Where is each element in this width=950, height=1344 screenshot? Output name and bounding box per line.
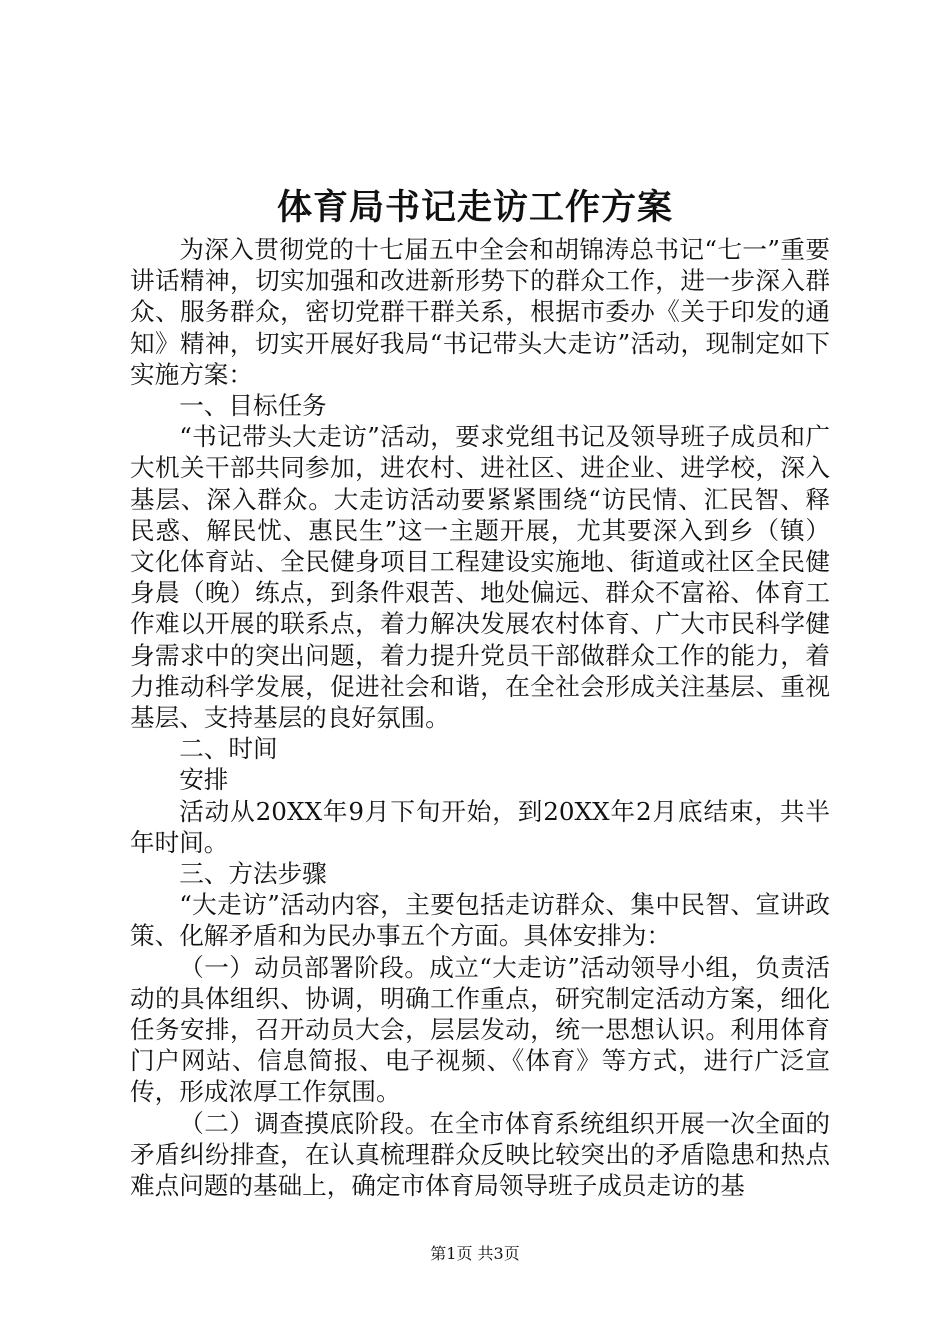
paragraph-goals: “书记带头大走访”活动，要求党组书记及领导班子成员和广大机关干部共同参加，进农村、进社区、进企业、进学校，深入基层、深入群众。大走访活动要紧紧围绕“访民情、汇民智、释民惑、解民忧、惠民生”这一主题开展，尤其要深入到乡（镇）文化体育站、全民健身项目工程建设实施地、街道或社区全民健身晨（晚）练点，到条件艰苦、地处偏远、群众不富裕、体育工作难以开展的联系点，着力解决发展农村体育、广大市民科学健身需求中的突出问题，着力提升党员干部做群众工作的能力，着力推动科学发展，促进社会和谐，在全社会形成关注基层、重视基层、支持基层的良好氛围。 xyxy=(130,422,830,733)
heading-goals: 一、目标任务 xyxy=(179,391,327,421)
document-title: 体育局书记走访工作方案 xyxy=(276,187,673,228)
heading-steps: 三、方法步骤 xyxy=(179,859,327,889)
paragraph-intro: 为深入贯彻党的十七届五中全会和胡锦涛总书记“七一”重要讲话精神，切实加强和改进新形势下的群众工作，进一步深入群众、服务群众，密切党群干群关系，根据市委办《关于印发的通知》精神，切实开展好我局“书记带头大走访”活动，现制定如下实施方案： xyxy=(130,235,830,389)
heading-time: 二、时间 xyxy=(179,734,278,764)
paragraph-step-2: （二）调查摸底阶段。在全市体育系统组织开展一次全面的矛盾纠纷排查，在认真梳理群众反映比较突出的矛盾隐患和热点难点问题的基础上，确定市体育局领导班子成员走访的基 xyxy=(130,1108,830,1201)
paragraph-step-1: （一）动员部署阶段。成立“大走访”活动领导小组，负责活动的具体组织、协调，明确工作重点，研究制定活动方案，细化任务安排，召开动员大会，层层发动，统一思想认识。利用体育门户网站、信息简报、电子视频、《体育》等方式，进行广泛宣传，形成浓厚工作氛围。 xyxy=(130,952,830,1107)
document-body xyxy=(130,234,830,1201)
page-footer: 第1页 共3页 xyxy=(430,1244,520,1263)
paragraph-steps-intro: “大走访”活动内容，主要包括走访群众、集中民智、宣讲政策、化解矛盾和为民办事五个方面。具体安排为： xyxy=(130,890,830,951)
paragraph-time: 活动从20XX年9月下旬开始，到20XX年2月底结束，共半年时间。 xyxy=(130,796,830,857)
heading-time-continued: 安排 xyxy=(179,765,229,795)
